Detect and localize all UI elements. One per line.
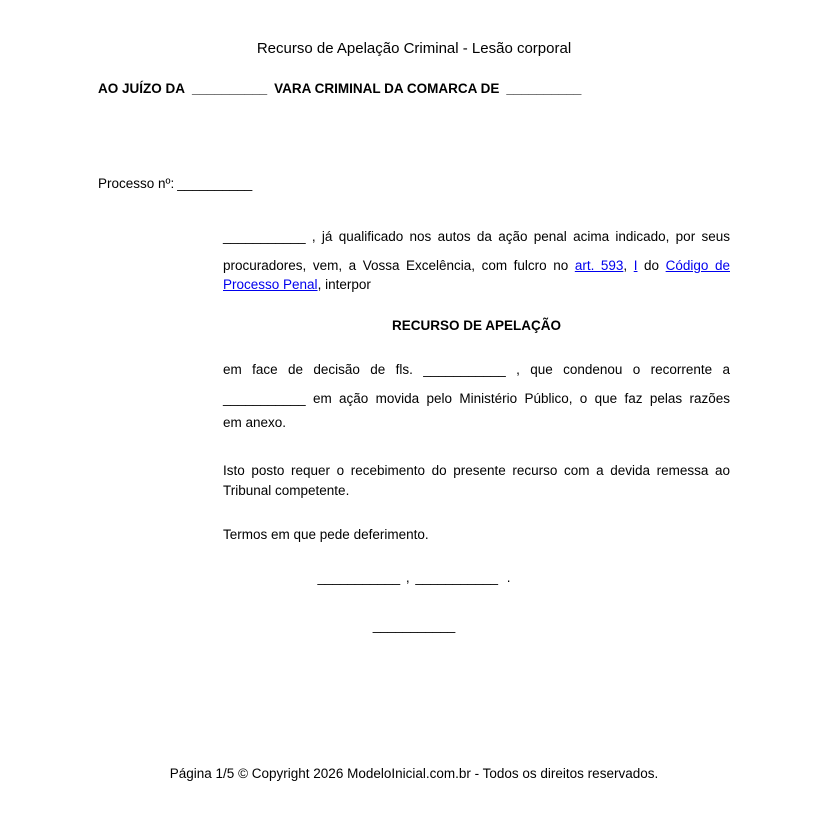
case-number-line (98, 175, 252, 192)
document-title: Recurso de Apelação Criminal - Lesão corporal (256, 40, 572, 57)
link-art-593[interactable]: art. 593 (574, 258, 624, 273)
addressee-line (98, 80, 768, 97)
intro-conj: do (644, 258, 660, 273)
sentence-blank: ___________ (223, 391, 306, 406)
intro-line-1 (223, 227, 730, 246)
appeal-line-1 (223, 360, 730, 379)
appeal-line-3 (223, 413, 730, 432)
intro-line-3 (223, 275, 730, 294)
link-codigo-processo-penal-part1[interactable]: Código de (665, 258, 730, 273)
date-blank: ___________ (415, 570, 498, 585)
appellant-name-blank: ___________ (223, 229, 306, 244)
intro-paragraph (223, 227, 730, 294)
addressee-blank-district: __________ (506, 81, 582, 96)
signature-line (0, 616, 828, 635)
intro-text-2: procuradores, vem, a Vossa Excelência, com fulcro no (223, 258, 569, 273)
closing-terms-paragraph: Termos em que pede deferimento. (223, 527, 429, 542)
appeal-text-4: em anexo. (223, 415, 287, 430)
intro-line-2 (223, 256, 730, 275)
signature-blank: ___________ (372, 618, 456, 633)
appeal-text-1: em face de decisão de fls. (223, 362, 413, 377)
section-heading: RECURSO DE APELAÇÃO (391, 318, 561, 333)
addressee-blank-court: __________ (192, 81, 268, 96)
decision-pages-blank: ___________ (423, 362, 506, 377)
place-date-period: . (506, 570, 511, 585)
appeal-line-2 (223, 389, 730, 408)
addressee-text-2: VARA CRIMINAL DA COMARCA DE (274, 81, 500, 96)
appeal-text-3: em ação movida pelo Ministério Público, o que faz pelas razões (312, 391, 730, 406)
link-codigo-processo-penal-part2[interactable]: Processo Penal (223, 277, 318, 292)
page-footer: Página 1/5 © Copyright 2026 ModeloInicial.com.br - Todos os direitos reservados. (169, 766, 659, 781)
addressee-text-1: AO JUÍZO DA (98, 81, 186, 96)
place-date-line (0, 568, 828, 587)
case-number-blank: __________ (177, 176, 253, 191)
intro-text-1: , já qualificado nos autos da ação penal acima indicado, por seus (311, 229, 730, 244)
link-inciso-i[interactable]: I (633, 258, 638, 273)
appeal-paragraph (223, 360, 730, 432)
request-paragraph: Isto posto requer o recebimento do presente recurso com a devida remessa ao Tribunal competente. (223, 463, 730, 498)
case-number-label: Processo nº: (98, 176, 175, 191)
intro-text-3: , interpor (317, 277, 371, 292)
appeal-text-2: , que condenou o recorrente a (516, 362, 730, 377)
place-date-comma: , (405, 570, 410, 585)
intro-comma: , (623, 258, 628, 273)
place-blank: ___________ (317, 570, 401, 585)
